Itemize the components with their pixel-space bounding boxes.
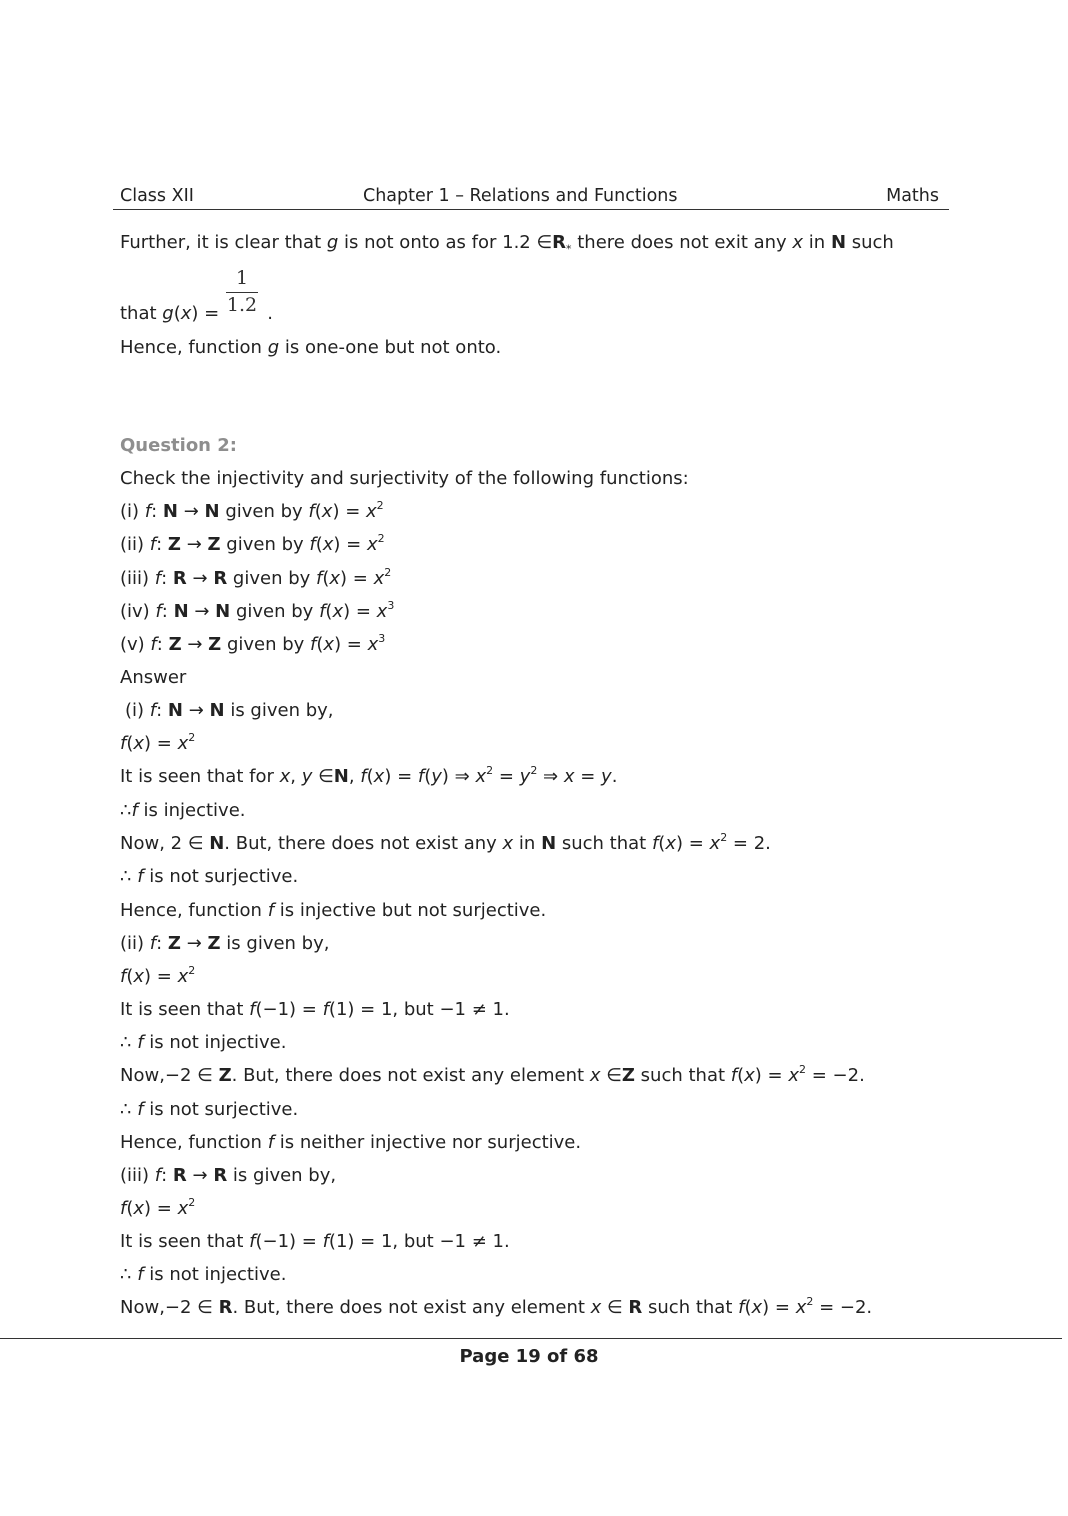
fraction-denominator: 1.2 [226, 294, 258, 316]
question-prompt: Check the injectivity and surjectivity of the following functions: [120, 468, 689, 489]
answer-ii-not-injective: ∴ f is not injective. [120, 1032, 287, 1053]
answer-ii-def: (ii) f: Z → Z is given by, [120, 933, 330, 954]
answer-iii-not-injective: ∴ f is not injective. [120, 1264, 287, 1285]
answer-i-def: (i) f: N → N is given by, [125, 700, 334, 721]
line-gx: that g(x) = . [120, 303, 273, 324]
answer-iii-fx: $f(x) = x^2$ [120, 1196, 196, 1219]
answer-iii-surjective-proof: Now,−2 ∈ R. But, there does not exist any element x ∈ R such that $f(x) = x^2 = -2$. [120, 1295, 873, 1318]
question-heading: Question 2: [120, 435, 237, 456]
line-onto-note: Further, it is clear that g is not onto as for 1.2 $\in R_*$ there does not exit any x in N such [120, 232, 894, 256]
page-number: Page 19 of 68 [459, 1346, 599, 1367]
question-part-ii: (ii) f: Z → Z given by $f(x) = x^2$ [120, 532, 385, 555]
header-rule [113, 209, 949, 210]
page-header [120, 186, 939, 208]
answer-ii-conclusion: Hence, function f is neither injective nor surjective. [120, 1132, 582, 1153]
question-part-iv: (iv) f: N → N given by $f(x) = x^3$ [120, 599, 395, 622]
answer-ii-not-surjective: ∴ f is not surjective. [120, 1099, 299, 1120]
answer-i-fx: $f(x) = x^2$ [120, 731, 196, 754]
line-conclusion-g: Hence, function g is one-one but not onto. [120, 337, 502, 358]
fraction-numerator: 1 [235, 267, 249, 289]
answer-heading: Answer [120, 667, 187, 688]
answer-i-conclusion: Hence, function f is injective but not surjective. [120, 900, 547, 921]
header-chapter: Chapter 1 – Relations and Functions [363, 186, 678, 206]
question-part-i: (i) f: N → N given by $f(x) = x^2$ [120, 499, 384, 522]
footer-rule [0, 1338, 1062, 1339]
answer-i-injective-proof: It is seen that for x, y ∈N, f(x) = f(y) ⇒ $x^2 = y^2$ ⇒ x = y. [120, 764, 618, 787]
answer-ii-injective-proof: It is seen that f(−1) = f(1) = 1, but −1 ≠ 1. [120, 999, 510, 1020]
answer-ii-fx: $f(x) = x^2$ [120, 964, 196, 987]
header-class: Class XII [120, 186, 194, 206]
answer-iii-def: (iii) f: R → R is given by, [120, 1165, 337, 1186]
question-part-v: (v) f: Z → Z given by $f(x) = x^3$ [120, 632, 386, 655]
question-part-iii: (iii) f: R → R given by $f(x) = x^2$ [120, 566, 392, 589]
fraction-bar [226, 292, 258, 293]
header-subject: Maths [886, 186, 939, 206]
answer-iii-injective-proof: It is seen that f(−1) = f(1) = 1, but −1 ≠ 1. [120, 1231, 510, 1252]
answer-ii-surjective-proof: Now,−2 ∈ Z. But, there does not exist any element x ∈Z such that $f(x) = x^2 = -2$. [120, 1063, 865, 1086]
answer-i-not-surjective: ∴ f is not surjective. [120, 866, 299, 887]
answer-i-surjective-proof: Now, 2 ∈ N. But, there does not exist any x in N such that $f(x) = x^2 = 2$. [120, 831, 771, 854]
answer-i-injective: ∴f is injective. [120, 800, 246, 821]
